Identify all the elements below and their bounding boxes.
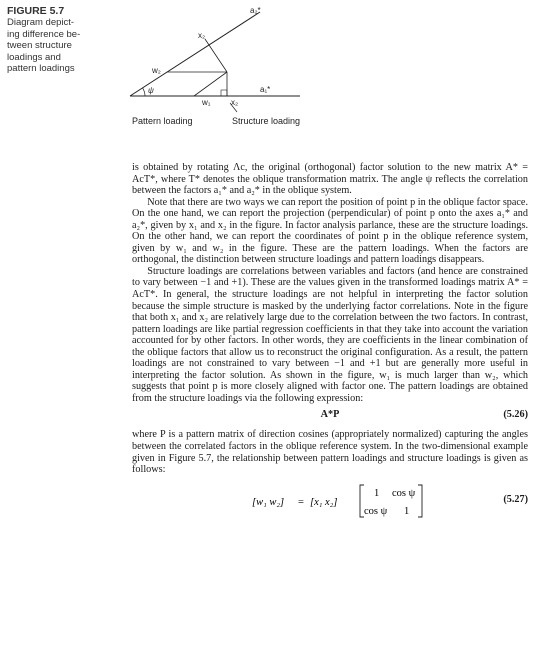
paragraph: Note that there are two ways we can report the position of point p in the oblique factor space. On the one hand, we can report the projection (perpendicular) of point p onto the axes a₁* and a₂*, given by x₁ and x₂ in the figure. In factor analysis parlance, these are the structure loadings. On the other hand, we can report the coordinates of point p in the oblique reference system, given by w₁ and w₂ in the figure. These are the pattern loadings. When the factors are orthogonal, the distinction between structure loadings and pattern loadings disappears. — [132, 196, 528, 266]
a2-axis-label: a₂* — [250, 6, 261, 15]
structure-loading-label: Structure loading — [232, 116, 301, 126]
matrix-row-vector: [x₁ x₂] — [310, 496, 338, 508]
equation-expression: A*P — [320, 409, 340, 421]
psi-arc — [143, 88, 145, 96]
w2-label: w₂ — [152, 66, 161, 75]
caption-line: loadings and — [7, 51, 61, 63]
pattern-loading-label: Pattern loading — [132, 116, 193, 126]
psi-label: ψ — [148, 86, 154, 95]
caption-line: ing difference be- — [7, 28, 81, 40]
figure-caption — [7, 17, 117, 75]
paragraph: is obtained by rotating Λc, the original (orthogonal) factor solution to the new matrix A* = AcT*, where T* denotes the oblique transformation matrix. The angle ψ reflects the correlation between the factors a₁* and a₂* in the oblique system. — [132, 162, 528, 197]
right-angle-marker — [221, 90, 227, 96]
figure-number: FIGURE 5.7 — [7, 5, 65, 17]
matrix-equals: = — [298, 496, 304, 508]
matrix-cell: 1 — [374, 487, 380, 499]
caption-line: tween structure — [7, 40, 72, 51]
paragraph: where P is a pattern matrix of direction cosines (appropriately normalized) capturing the angles between the correlated factors in the oblique reference system. In the two-dimensional example given in Figure 5.7, the relationship between pattern loadings and structure loadings is given as follows: — [132, 429, 528, 476]
x2-projection-line — [205, 39, 227, 72]
matrix-lhs: [w₁ w₂] — [252, 496, 285, 508]
matrix-cell: cos ψ — [392, 487, 416, 499]
x1-label: x₂ — [231, 98, 239, 107]
matrix-equation-graphic — [252, 482, 432, 520]
paragraph: Structure loadings are correlations between variables and factors (and hence are constrained to vary between −1 and +1). These are the values given in the transformed loadings matrix A* = AcT*. In general, the structure loadings are not helpful in interpreting the factor solution because the simple structure is masked by the underlying factor correlations. Note in the figure that both x₁ and x₂ are relatively large due to the correlation between the two factors. In contrast, pattern loadings are like partial regression coefficients in that they take into account the variation accounted for by other factors. In other words, they are coefficients in the linear combination of the oblique factors that allow us to reconstruct the original configuration. As a result, the pattern loadings are not constrained to vary between −1 and +1 but are generally more useful in interpreting the factor solution. As shown in the figure, w₁ is much larger than w₂, which suggests that point p is more closely aligned with factor one. The pattern loadings are obtained from the structure loadings via the following expression: — [132, 265, 528, 404]
w1-to-p-line — [194, 72, 227, 96]
axis-a2-line — [130, 12, 260, 96]
equation-5-26 — [132, 409, 528, 423]
caption-line: pattern loadings — [7, 63, 75, 74]
matrix-cell: 1 — [404, 505, 410, 517]
x2-label: x₂ — [198, 31, 206, 40]
w1-label: w₁ — [202, 98, 211, 107]
oblique-factor-diagram — [120, 0, 330, 130]
equation-5-27 — [132, 482, 528, 520]
matrix-right-bracket — [418, 485, 422, 517]
a1-axis-label: a₁* — [260, 85, 271, 94]
figure-caption-block — [7, 5, 117, 75]
equation-number: (5.27) — [503, 493, 528, 505]
matrix-cell: cos ψ — [364, 505, 388, 517]
equation-number: (5.26) — [503, 409, 528, 421]
caption-line: Diagram depict- — [7, 17, 75, 28]
body-text — [132, 162, 528, 520]
